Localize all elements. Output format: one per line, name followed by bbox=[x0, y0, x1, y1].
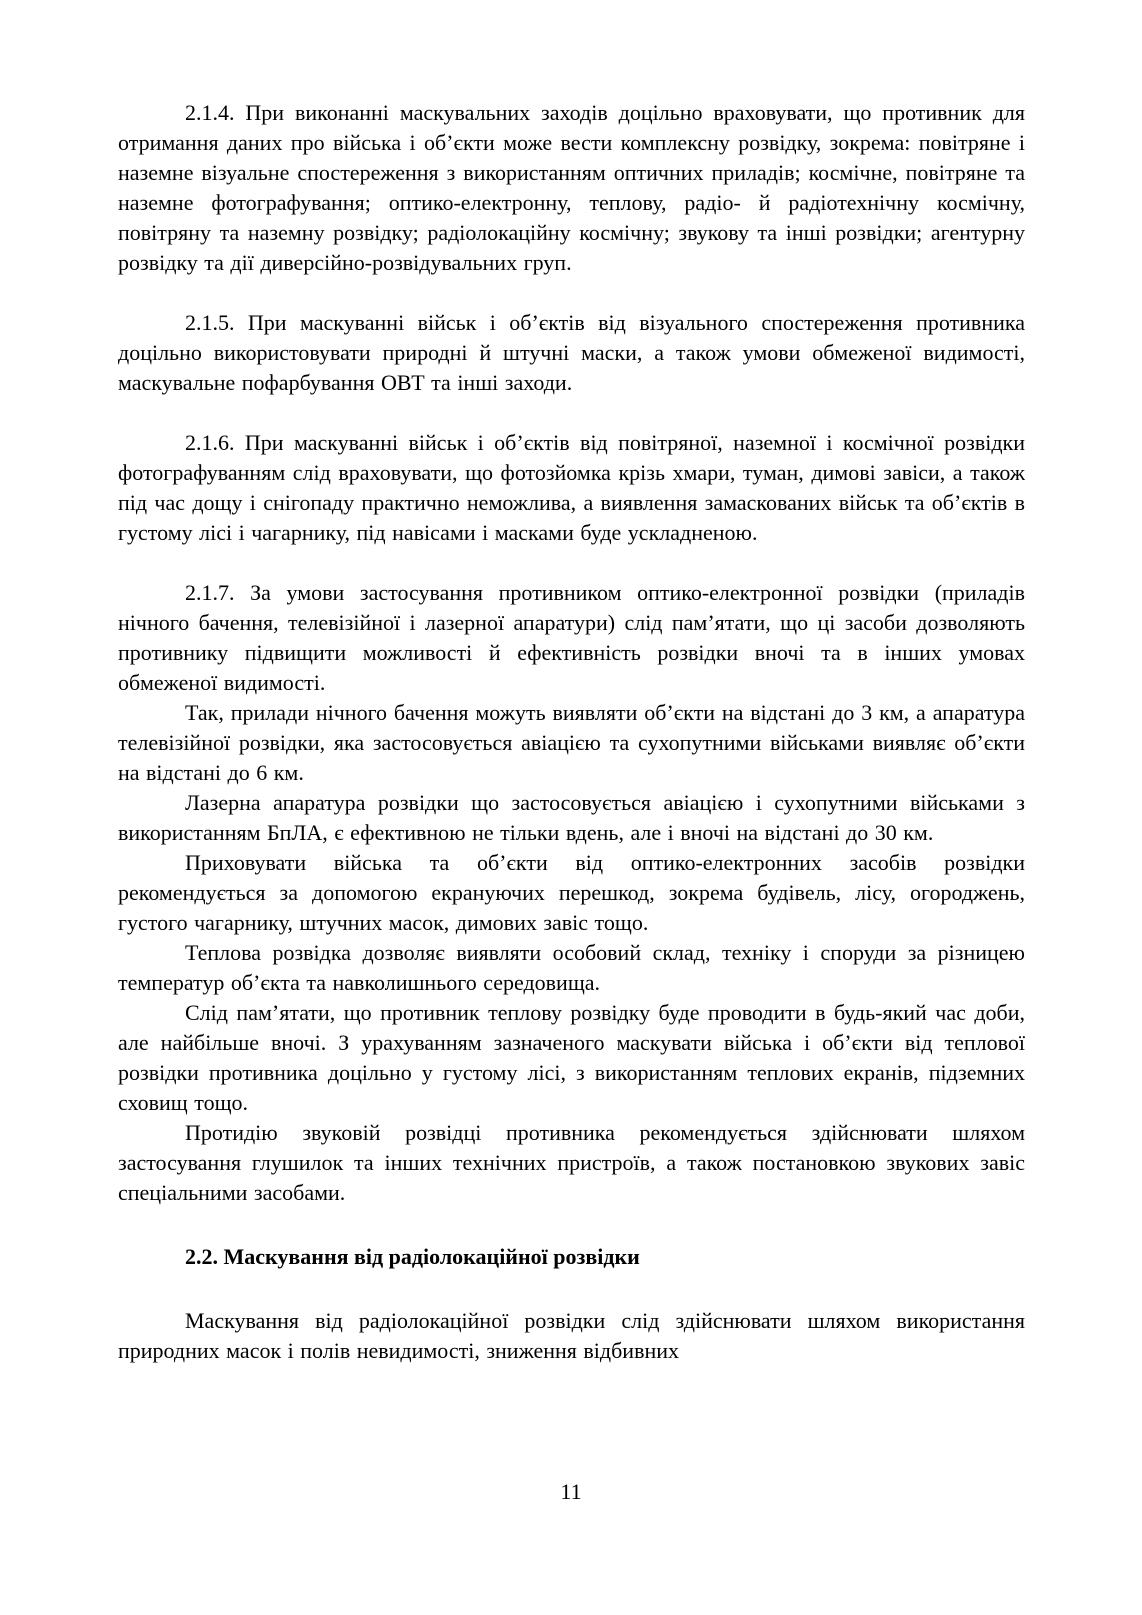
paragraph-2-1-5: 2.1.5. При маскуванні військ і об’єктів від візуального спостереження противника доцільно використовувати природні й штучні маски, а також умови обмеженої видимості, маскувальне пофарбування ОВТ та інші заходи. bbox=[118, 310, 1025, 395]
paragraph-2-1-6: 2.1.6. При маскуванні військ і об’єктів від повітряної, наземної і космічної розвідки фотографуванням слід враховувати, що фотозйомка крізь хмари, туман, димові завіси, а також під час дощу і снігопаду практично неможлива, а виявлення замаскованих військ та об’єктів в густому лісі і чагарнику, під навісами і масками буде ускладненою. bbox=[118, 430, 1025, 545]
paragraph-2-1-7: 2.1.7. За умови застосування противником оптико-електронної розвідки (приладів нічного бачення, телевізійної і лазерної апаратури) слід пам’ятати, що ці засоби дозволяють противнику підвищити можливості й ефективність розвідки вночі та в інших умовах обмеженої видимості. bbox=[118, 580, 1025, 695]
paragraph-sound-countermeasures: Протидію звуковій розвідці противника рекомендується здійснювати шляхом застосування глушилок та інших технічних пристроїв, а також постановкою звукових завіс спеціальними засобами. bbox=[118, 1120, 1025, 1205]
paragraph-2-1-4: 2.1.4. При виконанні маскувальних заходів доцільно враховувати, що противник для отримання даних про війська і об’єкти може вести комплексну розвідку, зокрема: повітряне і наземне візуальне спостереження з використанням оптичних приладів; космічне, повітряне та наземне фотографування; оптико-електронну, теплову, радіо- й радіотехнічну космічну, повітряну та наземну розвідку; радіолокаційну космічну; звукову та інші розвідки; агентурну розвідку та дії диверсійно-розвідувальних груп. bbox=[118, 100, 1025, 275]
paragraph-radar-masking-intro: Маскування від радіолокаційної розвідки слід здійснювати шляхом використання природних масок і полів невидимості, зниження відбивних bbox=[118, 1308, 1025, 1363]
paragraph-night-vision-range: Так, прилади нічного бачення можуть виявляти об’єкти на відстані до 3 км, а апаратура телевізійної розвідки, яка застосовується авіацією та сухопутними військами виявляє об’єкти на відстані до 6 км. bbox=[118, 700, 1025, 785]
paragraph-thermal-masking: Слід пам’ятати, що противник теплову розвідку буде проводити в будь-який час доби, але найбільше вночі. З урахуванням зазначеного маскувати війська і об’єкти від теплової розвідки противника доцільно у густому лісі, з використанням теплових екранів, підземних сховищ тощо. bbox=[118, 1000, 1025, 1115]
paragraph-thermal-recon: Теплова розвідка дозволяє виявляти особовий склад, техніку і споруди за різницею температур об’єкта та навколишнього середовища. bbox=[118, 940, 1025, 995]
section-heading-2-2: 2.2. Маскування від радіолокаційної розвідки bbox=[185, 1244, 640, 1269]
paragraph-laser-equipment: Лазерна апаратура розвідки що застосовується авіацією і сухопутними військами з використанням БпЛА, є ефективною не тільки вдень, але і вночі на відстані до 30 км. bbox=[118, 790, 1025, 845]
paragraph-concealment-screens: Приховувати війська та об’єкти від оптико-електронних засобів розвідки рекомендується за допомогою екрануючих перешкод, зокрема будівель, лісу, огороджень, густого чагарнику, штучних масок, димових завіс тощо. bbox=[118, 850, 1025, 935]
page-number: 11 bbox=[560, 1479, 582, 1504]
